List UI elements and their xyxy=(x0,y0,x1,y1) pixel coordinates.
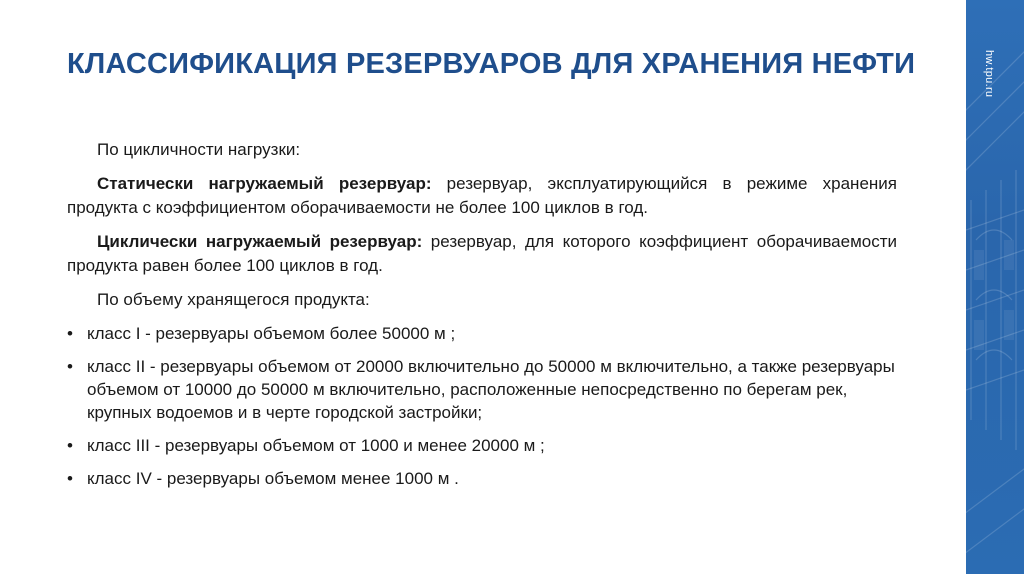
bullet-icon: • xyxy=(67,436,73,455)
list-item xyxy=(67,467,897,490)
class-text: класс I - резервуары объемом более 50000 м ; xyxy=(87,324,456,343)
section-volume-heading: По объему хранящегося продукта: xyxy=(97,290,370,309)
slide-body xyxy=(67,138,897,500)
cyclic-tank-definition xyxy=(67,230,897,278)
static-tank-text: резервуар, эксплуатирующийся в режиме хранения продукта с коэффициентом оборачиваемости не более 100 циклов в год. xyxy=(67,174,897,217)
bullet-icon: • xyxy=(67,324,73,343)
class-text: класс IV - резервуары объемом менее 1000 м . xyxy=(87,469,459,488)
section-load-cycles-heading: По цикличности нагрузки: xyxy=(97,140,301,159)
slide-title: КЛАССИФИКАЦИЯ РЕЗЕРВУАРОВ ДЛЯ ХРАНЕНИЯ НЕФТИ xyxy=(67,48,916,80)
class-text: класс III - резервуары объемом от 1000 и менее 20000 м ; xyxy=(87,436,545,455)
bullet-icon: • xyxy=(67,357,73,376)
decorative-sidebar xyxy=(966,0,1024,574)
list-item xyxy=(67,355,897,424)
cyclic-tank-term: Циклически нагружаемый резервуар: xyxy=(97,232,423,251)
site-label: hw.tpu.ru xyxy=(983,50,995,98)
building-pattern-icon xyxy=(966,0,1024,574)
static-tank-term: Статически нагружаемый резервуар: xyxy=(97,174,432,193)
tank-class-list xyxy=(67,322,897,490)
bullet-icon: • xyxy=(67,469,73,488)
cyclic-tank-text: резервуар, для которого коэффициент оборачиваемости продукта равен более 100 циклов в год. xyxy=(67,232,897,275)
list-item xyxy=(67,322,897,345)
class-text: класс II - резервуары объемом от 20000 включительно до 50000 м включительно, а также резервуары объемом от 10000 до 50000 м включительно, расположенные непосредственно по берегам рек, крупных водоемов и в черте городской застройки; xyxy=(87,357,895,422)
static-tank-definition xyxy=(67,172,897,220)
list-item xyxy=(67,434,897,457)
